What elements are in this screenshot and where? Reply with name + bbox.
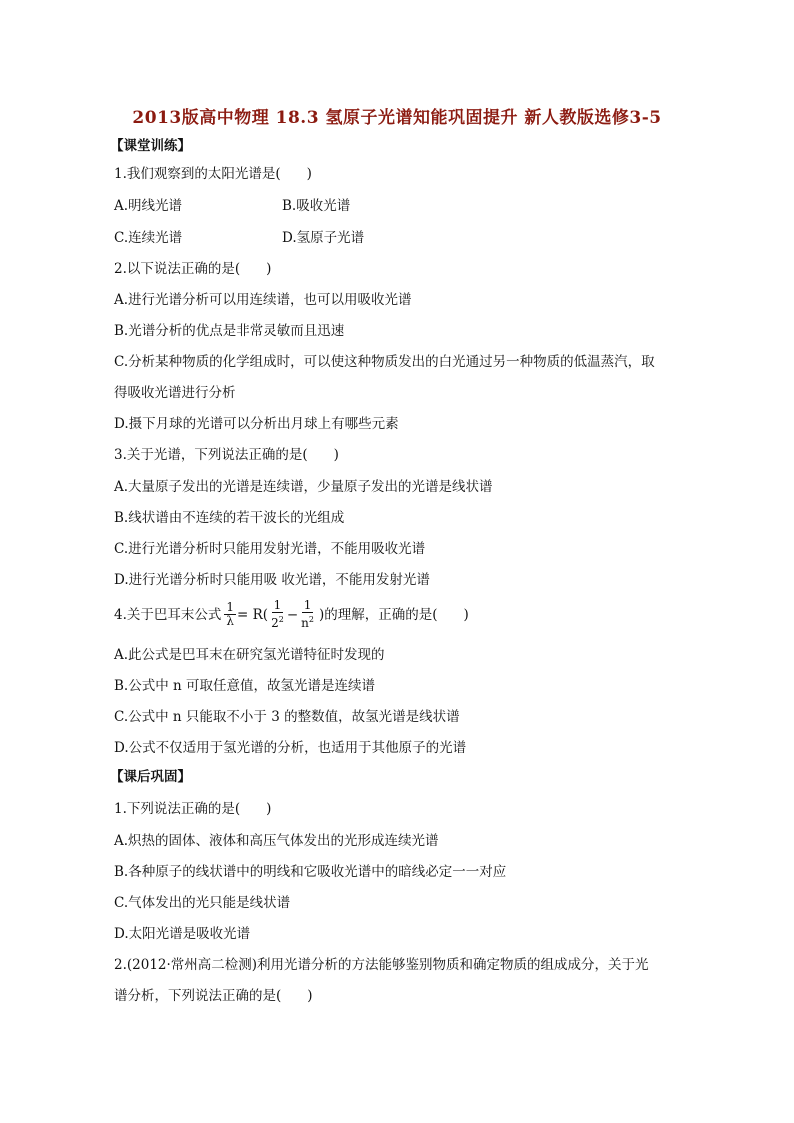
practice-1-option-d: D.太阳光谱是吸收光谱 [114, 926, 251, 942]
practice-1-option-a: A.炽热的固体、液体和高压气体发出的光形成连续光谱 [114, 833, 439, 849]
question-2-stem: 2.以下说法正确的是( ) [114, 261, 272, 277]
practice-1-option-c: C.气体发出的光只能是线状谱 [114, 895, 291, 911]
question-3-option-b: B.线状谱由不连续的若干波长的光组成 [114, 510, 345, 526]
question-3-stem: 3.关于光谱，下列说法正确的是( ) [114, 447, 339, 463]
question-2-option-a: A.进行光谱分析可以用连续谱，也可以用吸收光谱 [114, 292, 412, 308]
question-1-option-d: D.氢原子光谱 [282, 230, 365, 246]
practice-1-option-b: B.各种原子的线状谱中的明线和它吸收光谱中的暗线必定一一对应 [114, 864, 507, 880]
question-2-option-c: C.分析某种物质的化学组成时，可以使这种物质发出的白光通过另一种物质的低温蒸汽，取 [114, 354, 655, 370]
question-4-option-b: B.公式中 n 可取任意值，故氢光谱是连续谱 [114, 678, 375, 694]
practice-2-stem-line-2: 谱分析，下列说法正确的是( ) [114, 988, 313, 1004]
question-4-stem: 4.关于巴耳末公式 $\frac{1}{\lambda}$ = R( $\frac{1}{2^2}$ − $\frac{1}{n^2}$ )的理解，正确的是( ) [114, 598, 469, 630]
question-1-stem: 1.我们观察到的太阳光谱是( ) [114, 166, 312, 182]
formula-fraction-1-over-lambda: $\frac{1}{\lambda}$ [226, 600, 235, 628]
question-4-option-a: A.此公式是巴耳末在研究氢光谱特征时发现的 [114, 647, 385, 663]
question-4-option-d: D.公式不仅适用于氢光谱的分析，也适用于其他原子的光谱 [114, 740, 467, 756]
question-3-option-a: A.大量原子发出的光谱是连续谱，少量原子发出的光谱是线状谱 [114, 479, 493, 495]
question-4-option-c: C.公式中 n 只能取不小于 3 的整数值，故氢光谱是线状谱 [114, 709, 460, 725]
balmer-formula: $\frac{1}{\lambda}$ = R( $\frac{1}{2^2}$ − $\frac{1}{n^2}$ [226, 598, 314, 630]
practice-1-stem: 1.下列说法正确的是( ) [114, 801, 272, 817]
question-1-option-b: B.吸收光谱 [282, 198, 351, 214]
practice-2-stem-line-1: 2.(2012·常州高二检测)利用光谱分析的方法能够鉴别物质和确定物质的组成成分，关于光 [114, 957, 649, 973]
section-heading-after-class: 【课后巩固】 [110, 769, 191, 785]
section-heading-classroom: 【课堂训练】 [110, 138, 191, 154]
question-1-option-a: A.明线光谱 [114, 198, 183, 214]
question-2-option-d: D.摄下月球的光谱可以分析出月球上有哪些元素 [114, 416, 399, 432]
formula-fraction-1-over-2-squared: $\frac{1}{2^2}$ [271, 598, 284, 630]
formula-fraction-1-over-n-squared: $\frac{1}{n^2}$ [301, 598, 314, 630]
document-title: 2013版高中物理 18.3 氢原子光谱知能巩固提升 新人教版选修3-5 [132, 108, 662, 128]
question-1-option-c: C.连续光谱 [114, 230, 183, 246]
question-3-option-d: D.进行光谱分析时只能用吸 收光谱，不能用发射光谱 [114, 572, 430, 588]
question-2-option-c-cont: 得吸收光谱进行分析 [114, 385, 236, 401]
question-3-option-c: C.进行光谱分析时只能用发射光谱，不能用吸收光谱 [114, 541, 426, 557]
question-2-option-b: B.光谱分析的优点是非常灵敏而且迅速 [114, 323, 345, 339]
